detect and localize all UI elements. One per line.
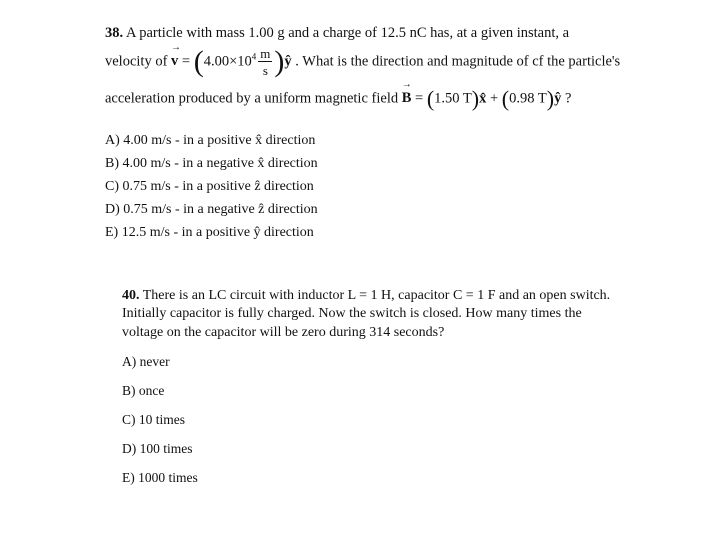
B-symbol: → B [402, 90, 412, 107]
q38-text: A particle with mass [123, 25, 249, 41]
velocity-unit [258, 47, 272, 77]
velocity-exponent: 4 [251, 51, 257, 62]
bx-value: 1.50 T [434, 90, 472, 107]
q38-text: velocity of [105, 53, 172, 70]
unit-numerator: m [260, 46, 271, 61]
y-hat: ŷ [554, 90, 562, 107]
q38-text: and a charge of [284, 25, 381, 41]
q40-option-a: A) never [122, 354, 170, 369]
q38-text: acceleration produced by a uniform magnetic field [105, 90, 402, 107]
q38-line3: acceleration produced by a uniform magnetic field → B = (1.50 T)x̂ + (0.98 T)ŷ ? [105, 88, 571, 110]
by-value: 0.98 T [509, 90, 547, 107]
q40-number: 40. [122, 288, 140, 303]
q40-line3: voltage on the capacitor will be zero during 314 seconds? [122, 325, 445, 340]
q38-charge: 12.5 nC [380, 25, 427, 41]
q38-option-e: E) 12.5 m/s - in a positive ŷ direction [105, 225, 314, 240]
q38-line2 [105, 47, 620, 77]
q38-option-d: D) 0.75 m/s - in a negative ẑ direction [105, 202, 318, 217]
q38-option-b: B) 4.00 m/s - in a negative x̂ direction [105, 156, 318, 171]
q40-option-c: C) 10 times [122, 412, 185, 427]
q40-option-b: B) once [122, 383, 165, 398]
plus-sign: + [486, 90, 502, 107]
q40-option-e: E) 1000 times [122, 470, 198, 485]
q40-option-d: D) 100 times [122, 441, 193, 456]
q38-option-c: C) 0.75 m/s - in a positive ẑ direction [105, 179, 314, 194]
q38-text: has, at a given instant, a [426, 25, 570, 41]
question-mark: ? [561, 90, 572, 107]
q38-option-a: A) 4.00 m/s - in a positive x̂ direction [105, 133, 316, 148]
right-paren: ) [274, 45, 285, 78]
q38-number: 38. [105, 25, 124, 41]
x-hat: x̂ [479, 90, 487, 107]
q40-text: There is an LC circuit with inductor L = 1 H, capacitor C = 1 F and an open switch. [139, 288, 611, 303]
q40-line1 [122, 288, 610, 304]
q38-text: = [178, 53, 194, 70]
left-paren: ( [193, 45, 204, 78]
q38-text: . What is the direction and magnitude of cf the particle's [291, 53, 621, 70]
y-hat: ŷ [284, 53, 292, 70]
q38-line1 [105, 25, 569, 42]
q38-mass: 1.00 g [248, 25, 285, 41]
unit-denominator: s [262, 63, 268, 78]
velocity-symbol: → v [171, 53, 178, 70]
q38-text: = [411, 90, 427, 107]
q40-line2: Initially capacitor is fully charged. Now the switch is closed. How many times the [122, 306, 582, 321]
velocity-mantissa: 4.00×10 [203, 53, 252, 70]
